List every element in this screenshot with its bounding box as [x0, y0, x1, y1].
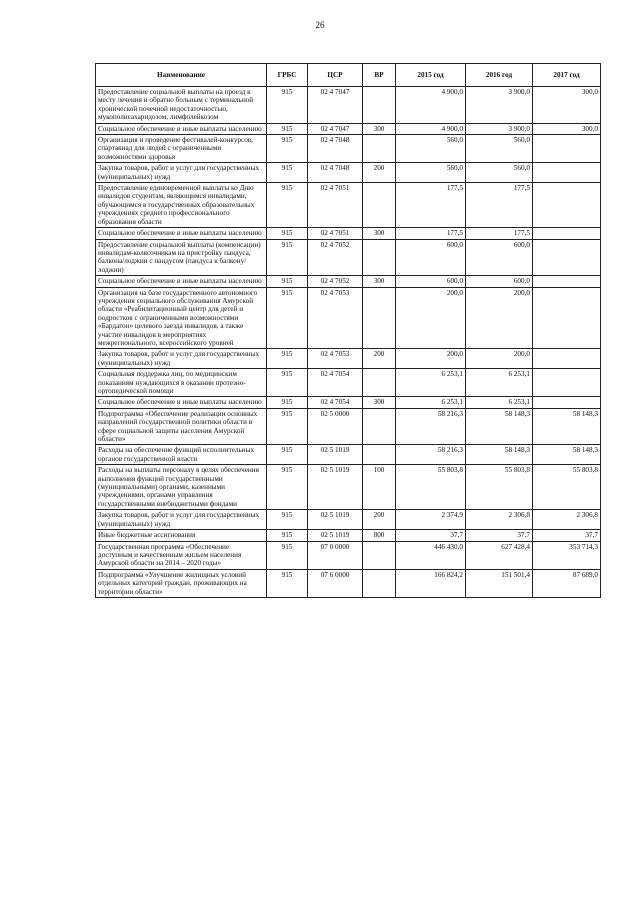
header-vr: ВР [363, 64, 396, 87]
row-vr-cell [363, 239, 396, 276]
row-2017-cell [533, 135, 601, 163]
row-csr-cell: 02 5 1019 [308, 510, 363, 530]
table-body [96, 87, 601, 598]
row-grbs-cell: 915 [267, 87, 308, 124]
row-2015-cell: 58 216,3 [396, 408, 466, 445]
header-2017: 2017 год [533, 64, 601, 87]
table-row [96, 445, 601, 465]
row-2017-cell [533, 163, 601, 183]
row-2015-cell: 560,0 [396, 135, 466, 163]
row-grbs-cell: 915 [267, 349, 308, 369]
row-2015-cell: 200,0 [396, 287, 466, 349]
table-header-row [96, 64, 601, 87]
row-grbs-cell: 915 [267, 123, 308, 134]
row-2017-cell: 37,7 [533, 530, 601, 541]
budget-table [95, 63, 601, 598]
header-2015: 2015 год [396, 64, 466, 87]
row-2015-cell: 37,7 [396, 530, 466, 541]
row-vr-cell: 200 [363, 510, 396, 530]
row-2016-cell: 58 148,3 [466, 445, 533, 465]
row-2017-cell [533, 276, 601, 287]
row-csr-cell: 07 0 0000 [308, 541, 363, 569]
header-grbs: ГРБС [267, 64, 308, 87]
row-2017-cell: 300,0 [533, 123, 601, 134]
row-vr-cell [363, 369, 396, 397]
row-csr-cell: 02 4 7048 [308, 135, 363, 163]
row-grbs-cell: 915 [267, 239, 308, 276]
row-name-cell: Закупка товаров, работ и услуг для государственных (муниципальных) нужд [96, 349, 267, 369]
row-csr-cell: 02 4 7048 [308, 163, 363, 183]
row-2017-cell [533, 183, 601, 228]
row-vr-cell [363, 569, 396, 597]
row-2016-cell: 6 253,1 [466, 397, 533, 408]
row-2017-cell [533, 228, 601, 239]
row-2015-cell: 560,0 [396, 163, 466, 183]
row-csr-cell: 02 4 7054 [308, 369, 363, 397]
row-grbs-cell: 915 [267, 369, 308, 397]
row-csr-cell: 02 4 7051 [308, 228, 363, 239]
row-2017-cell [533, 369, 601, 397]
row-2016-cell: 6 253,1 [466, 369, 533, 397]
row-2016-cell: 3 900,0 [466, 87, 533, 124]
row-vr-cell: 200 [363, 349, 396, 369]
table-row [96, 530, 601, 541]
row-name-cell: Организация на базе государственного автономного учреждения социального обслуживания Амурской области «Реабилитационный центр для детей и подростков с ограниченными возможностями «Бардагон» целевого заезда инвалидов, а также участие инвалидов в мероприятиях межрегионального, всероссийского уровней [96, 287, 267, 349]
row-grbs-cell: 915 [267, 183, 308, 228]
row-name-cell: Социальное обеспечение и иные выплаты населению [96, 276, 267, 287]
row-name-cell: Закупка товаров, работ и услуг для государственных (муниципальных) нужд [96, 163, 267, 183]
row-name-cell: Социальное обеспечение и иные выплаты населению [96, 123, 267, 134]
header-name: Наименование [96, 64, 267, 87]
row-vr-cell [363, 408, 396, 445]
row-grbs-cell: 915 [267, 287, 308, 349]
row-vr-cell [363, 445, 396, 465]
table-row [96, 183, 601, 228]
row-grbs-cell: 915 [267, 276, 308, 287]
row-csr-cell: 02 4 7054 [308, 397, 363, 408]
page-number: 26 [315, 20, 325, 30]
row-name-cell: Предоставление социальной выплаты на проезд к месту лечения и обратно больным с терминальной хронической почечной недостаточностью, мукополисахаридозом, лимфолейкозом [96, 87, 267, 124]
row-csr-cell: 02 4 7052 [308, 276, 363, 287]
table-row [96, 123, 601, 134]
header-2016: 2016 год [466, 64, 533, 87]
row-2015-cell: 2 374,9 [396, 510, 466, 530]
row-2016-cell: 55 803,8 [466, 465, 533, 510]
row-2017-cell: 87 689,0 [533, 569, 601, 597]
row-csr-cell: 02 5 1019 [308, 445, 363, 465]
table-row [96, 287, 601, 349]
row-grbs-cell: 915 [267, 163, 308, 183]
row-grbs-cell: 915 [267, 445, 308, 465]
row-name-cell: Подпрограмма «Обеспечение реализации основных направлений государственной политики области в сфере социальной защиты населения Амурской области» [96, 408, 267, 445]
row-vr-cell: 300 [363, 397, 396, 408]
row-2015-cell: 4 900,0 [396, 123, 466, 134]
table-row [96, 349, 601, 369]
row-2017-cell: 2 306,8 [533, 510, 601, 530]
table-row [96, 569, 601, 597]
row-name-cell: Расходы на обеспечение функций исполнительных органов государственной власти [96, 445, 267, 465]
row-2016-cell: 151 501,4 [466, 569, 533, 597]
table-row [96, 369, 601, 397]
row-vr-cell [363, 287, 396, 349]
row-2017-cell [533, 287, 601, 349]
row-grbs-cell: 915 [267, 510, 308, 530]
row-2016-cell: 627 428,4 [466, 541, 533, 569]
row-2016-cell: 37,7 [466, 530, 533, 541]
row-2016-cell: 600,0 [466, 276, 533, 287]
row-csr-cell: 02 4 7047 [308, 123, 363, 134]
row-2015-cell: 177,5 [396, 183, 466, 228]
row-vr-cell: 100 [363, 465, 396, 510]
row-name-cell: Предоставление социальной выплаты (компенсации) инвалидам-колясочникам на пристройку пандуса, балкона/лоджии с пандусом (пандуса к балкону/лоджии) [96, 239, 267, 276]
row-name-cell: Предоставление единовременной выплаты ко Дню инвалидов студентам, являющимся инвалидами, обучающимся в государственных образовательных учреждениях среднего профессионального образования области [96, 183, 267, 228]
row-grbs-cell: 915 [267, 397, 308, 408]
header-csr: ЦСР [308, 64, 363, 87]
row-grbs-cell: 915 [267, 228, 308, 239]
row-2015-cell: 446 430,0 [396, 541, 466, 569]
row-2016-cell: 200,0 [466, 287, 533, 349]
row-csr-cell: 02 4 7051 [308, 183, 363, 228]
row-csr-cell: 02 5 1019 [308, 465, 363, 510]
row-2017-cell: 55 803,8 [533, 465, 601, 510]
row-csr-cell: 02 5 1019 [308, 530, 363, 541]
row-vr-cell: 300 [363, 228, 396, 239]
row-grbs-cell: 915 [267, 135, 308, 163]
row-2016-cell: 177,5 [466, 228, 533, 239]
row-csr-cell: 02 4 7053 [308, 349, 363, 369]
row-name-cell: Иные бюджетные ассигнования [96, 530, 267, 541]
row-grbs-cell: 915 [267, 465, 308, 510]
row-2017-cell: 353 714,3 [533, 541, 601, 569]
row-grbs-cell: 915 [267, 408, 308, 445]
row-2017-cell: 58 148,3 [533, 408, 601, 445]
table-row [96, 87, 601, 124]
table-row [96, 135, 601, 163]
row-vr-cell [363, 87, 396, 124]
row-2017-cell: 300,0 [533, 87, 601, 124]
row-name-cell: Подпрограмма «Улучшение жилищных условий отдельных категорий граждан, проживающих на территории области» [96, 569, 267, 597]
row-csr-cell: 07 6 0000 [308, 569, 363, 597]
row-2017-cell [533, 349, 601, 369]
row-vr-cell: 200 [363, 163, 396, 183]
row-2016-cell: 560,0 [466, 163, 533, 183]
row-name-cell: Социальное обеспечение и иные выплаты населению [96, 397, 267, 408]
row-name-cell: Социальная поддержка лиц, по медицинским показаниям нуждающихся в оказании протезно-ортопедической помощи [96, 369, 267, 397]
row-vr-cell: 300 [363, 123, 396, 134]
row-2015-cell: 6 253,1 [396, 369, 466, 397]
row-2016-cell: 177,5 [466, 183, 533, 228]
row-2016-cell: 600,0 [466, 239, 533, 276]
row-grbs-cell: 915 [267, 541, 308, 569]
table-row [96, 510, 601, 530]
table-row [96, 239, 601, 276]
row-csr-cell: 02 4 7047 [308, 87, 363, 124]
row-2016-cell: 3 900,0 [466, 123, 533, 134]
table-row [96, 276, 601, 287]
row-vr-cell: 800 [363, 530, 396, 541]
row-2016-cell: 560,0 [466, 135, 533, 163]
row-name-cell: Государственная программа «Обеспечение доступным и качественным жильем населения Амурской области на 2014 – 2020 годы» [96, 541, 267, 569]
row-csr-cell: 02 4 7052 [308, 239, 363, 276]
row-name-cell: Организация и проведение фестивалей-конкурсов, спартакиад для людей с ограниченными возможностями здоровья [96, 135, 267, 163]
row-2015-cell: 600,0 [396, 239, 466, 276]
row-vr-cell: 300 [363, 276, 396, 287]
table-row [96, 541, 601, 569]
table-row [96, 163, 601, 183]
row-grbs-cell: 915 [267, 569, 308, 597]
table-row [96, 465, 601, 510]
row-2016-cell: 58 148,3 [466, 408, 533, 445]
row-vr-cell [363, 135, 396, 163]
row-vr-cell [363, 183, 396, 228]
row-2015-cell: 58 216,3 [396, 445, 466, 465]
row-grbs-cell: 915 [267, 530, 308, 541]
row-2015-cell: 200,0 [396, 349, 466, 369]
table-row [96, 408, 601, 445]
row-2017-cell [533, 239, 601, 276]
row-2015-cell: 4 900,0 [396, 87, 466, 124]
row-2016-cell: 2 306,8 [466, 510, 533, 530]
row-2015-cell: 55 803,8 [396, 465, 466, 510]
row-2015-cell: 6 253,1 [396, 397, 466, 408]
row-2015-cell: 177,5 [396, 228, 466, 239]
row-2017-cell [533, 397, 601, 408]
row-csr-cell: 02 5 0000 [308, 408, 363, 445]
row-name-cell: Социальное обеспечение и иные выплаты населению [96, 228, 267, 239]
row-csr-cell: 02 4 7053 [308, 287, 363, 349]
row-vr-cell [363, 541, 396, 569]
row-2016-cell: 200,0 [466, 349, 533, 369]
row-2015-cell: 600,0 [396, 276, 466, 287]
row-2015-cell: 166 824,2 [396, 569, 466, 597]
row-name-cell: Закупка товаров, работ и услуг для государственных (муниципальных) нужд [96, 510, 267, 530]
table-row [96, 228, 601, 239]
row-name-cell: Расходы на выплаты персоналу в целях обеспечения выполнения функций государственными (муниципальными) органами, казенными учреждениями, органами управления государственными внебюджетными фондами [96, 465, 267, 510]
row-2017-cell: 58 148,3 [533, 445, 601, 465]
table-row [96, 397, 601, 408]
